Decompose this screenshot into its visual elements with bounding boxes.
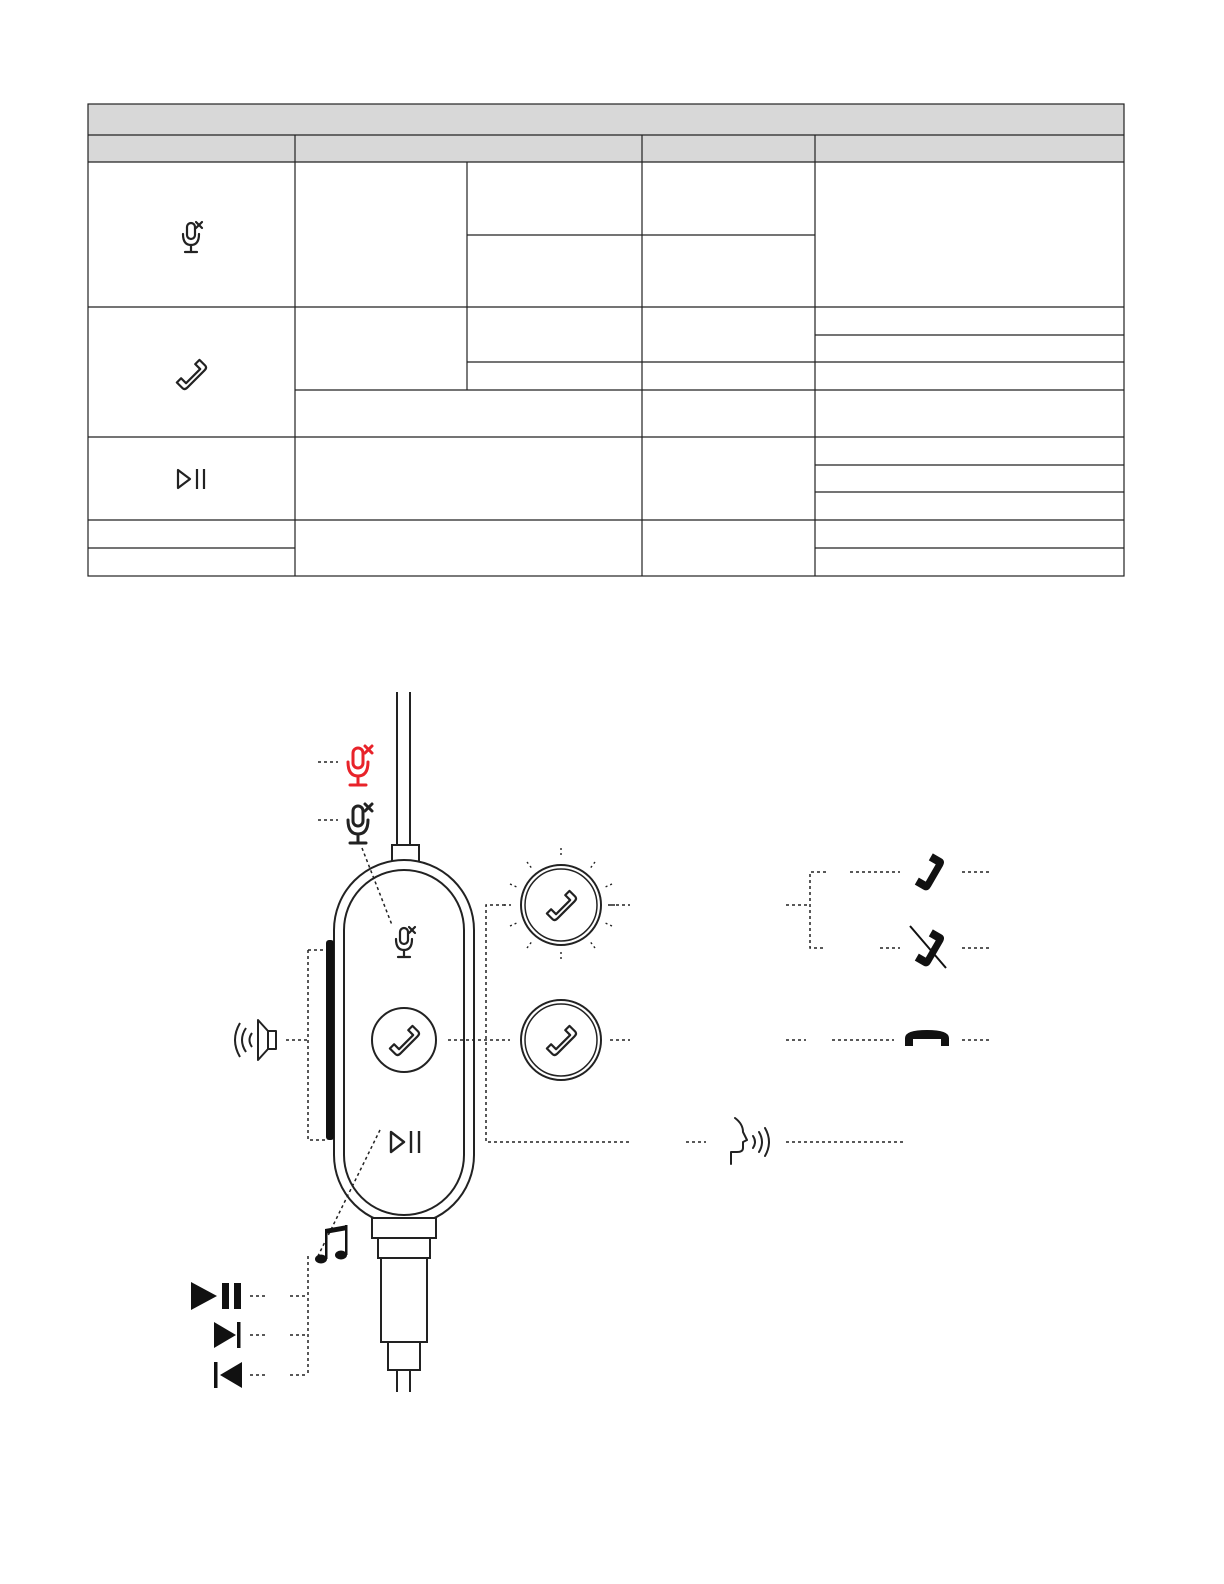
decline-call-icon [910, 926, 946, 968]
previous-track-icon [214, 1362, 242, 1388]
voice-assistant-icon [731, 1118, 769, 1164]
mic-muted-red-icon [348, 746, 372, 785]
cable-bottom [372, 1218, 436, 1392]
call-button-ringing-indicator [504, 848, 618, 962]
answer-call-icon [915, 853, 946, 892]
music-note-icon [315, 1225, 348, 1264]
speaker-volume-icon [235, 1020, 276, 1060]
end-call-icon [905, 1030, 949, 1046]
cable-top [392, 692, 419, 865]
call-button-active-indicator [521, 1000, 601, 1080]
remote-call-button[interactable] [372, 1008, 436, 1072]
play-pause-icon [191, 1282, 241, 1310]
next-track-icon [214, 1322, 241, 1348]
volume-rocker[interactable] [326, 940, 334, 1140]
mic-muted-icon [348, 804, 372, 843]
